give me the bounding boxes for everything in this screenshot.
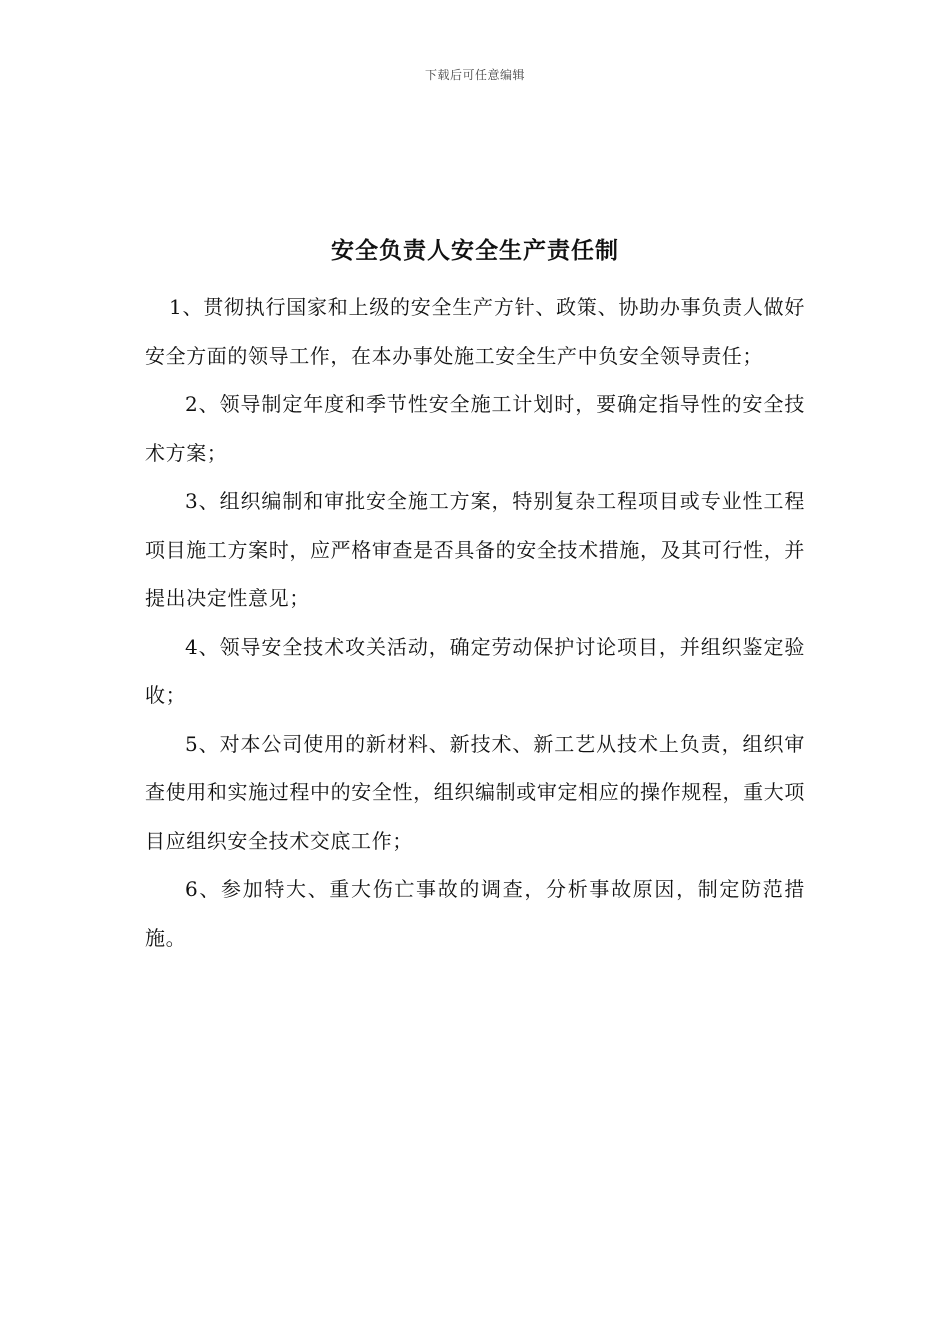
document-title: 安全负责人安全生产责任制 [331, 238, 619, 264]
paragraph-4: 4、领导安全技术攻关活动，确定劳动保护讨论项目，并组织鉴定验收； [145, 634, 805, 707]
paragraph-3: 3、组织编制和审批安全施工方案，特别复杂工程项目或专业性工程项目施工方案时，应严格审查是否具备的安全技术措施，及其可行性，并提出决定性意见； [145, 489, 805, 610]
paragraph-2: 2、领导制定年度和季节性安全施工计划时，要确定指导性的安全技术方案； [145, 392, 805, 465]
paragraph-1: 1、贯彻执行国家和上级的安全生产方针、政策、协助办事负责人做好安全方面的领导工作，在本办事处施工安全生产中负安全领导责任； [145, 295, 805, 368]
header-note: 下载后可任意编辑 [424, 68, 525, 82]
paragraph-6: 6、参加特大、重大伤亡事故的调查，分析事故原因，制定防范措施。 [145, 877, 805, 950]
document-body [145, 283, 805, 962]
paragraph-5: 5、对本公司使用的新材料、新技术、新工艺从技术上负责，组织审查使用和实施过程中的安全性，组织编制或审定相应的操作规程，重大项目应组织安全技术交底工作； [145, 731, 805, 853]
